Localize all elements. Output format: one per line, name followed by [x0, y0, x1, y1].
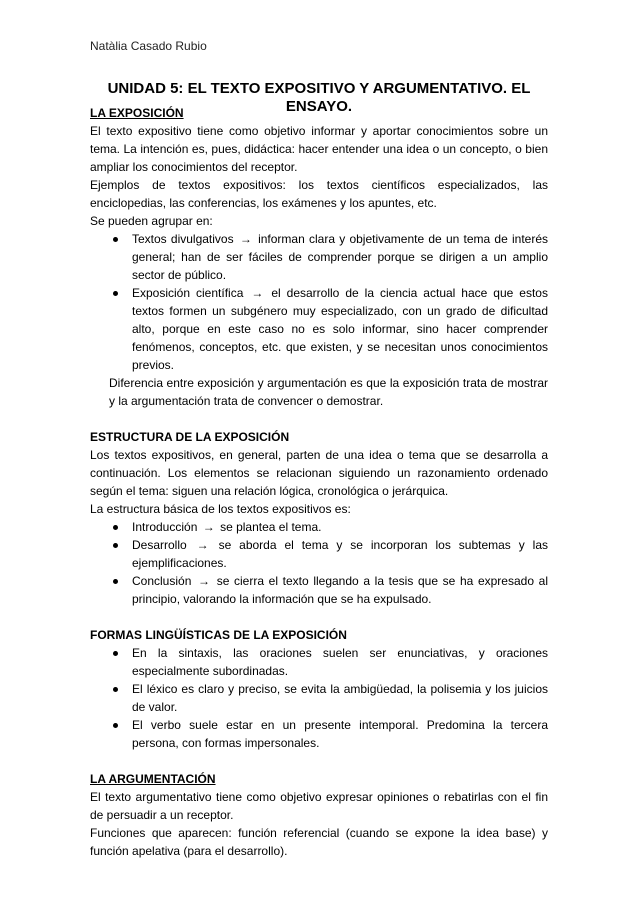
list-item [90, 284, 548, 374]
arrow-right-icon: → [196, 538, 209, 552]
section-heading-argumentacion: LA ARGUMENTACIÓN [90, 772, 216, 786]
item-text: En la sintaxis, las oraciones suelen ser enunciativas, y oraciones especialmente subordinadas. [132, 646, 548, 678]
arrow-right-icon: → [239, 232, 252, 246]
item-text: se plantea el tema. [220, 520, 322, 534]
section-formas [90, 626, 548, 752]
section-exposicion [90, 104, 548, 410]
bullet-icon [113, 687, 118, 692]
section-argumentacion [90, 770, 548, 860]
argumentacion-paragraph-1: El texto argumentativo tiene como objetivo expresar opiniones o rebatirlas con el fin de persuadir a un receptor. [90, 790, 548, 822]
exposicion-paragraph-1: El texto expositivo tiene como objetivo informar y aportar conocimientos sobre un tema. La intención es, pues, didáctica: hacer entender una idea o un concepto, o bien ampliar los conocimientos del receptor. [90, 124, 548, 174]
section-heading-exposicion: LA EXPOSICIÓN [90, 106, 184, 120]
list-item [90, 230, 548, 284]
bullet-icon [113, 651, 118, 656]
list-item [90, 680, 548, 716]
document-body [90, 104, 548, 860]
arrow-right-icon: → [198, 574, 211, 588]
bullet-icon [113, 579, 118, 584]
item-text: El léxico es claro y preciso, se evita la ambigüedad, la polisemia y los juicios de valor. [132, 682, 548, 714]
item-text: informan clara y objetivamente de un tema de interés general; han de ser fáciles de comprender porque se dirigen a un amplio sector de público. [132, 232, 549, 282]
item-term: Exposición científica [132, 286, 244, 300]
exposicion-difference-note: Diferencia entre exposición y argumentación es que la exposición trata de mostrar y la argumentación trata de convencer o demostrar. [109, 376, 548, 408]
argumentacion-paragraph-2: Funciones que aparecen: función referencial (cuando se expone la idea base) y función apelativa (para el desarrollo). [90, 826, 548, 858]
bullet-icon [113, 525, 118, 530]
section-estructura [90, 428, 548, 608]
exposicion-paragraph-3: Se pueden agrupar en: [90, 214, 213, 228]
exposicion-paragraph-2: Ejemplos de textos expositivos: los textos científicos especializados, las enciclopedias, las conferencias, los exámenes y los apuntes, etc. [90, 178, 548, 210]
list-item [90, 572, 548, 608]
exposicion-types-list [90, 230, 548, 374]
bullet-icon [113, 237, 118, 242]
item-term: Conclusión [132, 574, 192, 588]
document-title: UNIDAD 5: EL TEXTO EXPOSITIVO Y ARGUMENTATIVO. EL ENSAYO. [107, 80, 531, 115]
arrow-right-icon: → [202, 520, 215, 534]
item-text: El verbo suele estar en un presente intemporal. Predomina la tercera persona, con formas impersonales. [132, 718, 548, 750]
item-term: Introducción [132, 520, 198, 534]
list-item [90, 518, 548, 536]
formas-list [90, 644, 548, 752]
bullet-icon [113, 723, 118, 728]
estructura-paragraph-1: Los textos expositivos, en general, parten de una idea o tema que se desarrolla a continuación. Los elementos se relacionan siguiendo un razonamiento ordenado según el tema: siguen una relación lógica, cronológica o jerárquica. [90, 448, 548, 498]
item-text: el desarrollo de la ciencia actual hace que estos textos formen un subgénero muy especializado, con un grado de dificultad alto, porque en este caso no es solo informar, sino hacer comprender fenómenos, conceptos, etc. que existen, y se necesitan unos conocimientos previos. [132, 286, 548, 372]
item-text: se cierra el texto llegando a la tesis que se ha expresado al principio, valorando la información que se ha expulsado. [132, 574, 548, 606]
section-heading-formas: FORMAS LINGÜÍSTICAS DE LA EXPOSICIÓN [90, 628, 347, 642]
list-item [90, 716, 548, 752]
list-item [90, 644, 548, 680]
bullet-icon [113, 543, 118, 548]
item-text: se aborda el tema y se incorporan los subtemas y las ejemplificaciones. [132, 538, 548, 570]
header-author: Natàlia Casado Rubio [90, 39, 207, 53]
item-term: Desarrollo [132, 538, 187, 552]
section-heading-estructura: ESTRUCTURA DE LA EXPOSICIÓN [90, 430, 290, 444]
item-term: Textos divulgativos [132, 232, 234, 246]
estructura-paragraph-2: La estructura básica de los textos expositivos es: [90, 502, 351, 516]
bullet-icon [113, 291, 118, 296]
arrow-right-icon: → [251, 286, 264, 300]
list-item [90, 536, 548, 572]
estructura-list [90, 518, 548, 608]
